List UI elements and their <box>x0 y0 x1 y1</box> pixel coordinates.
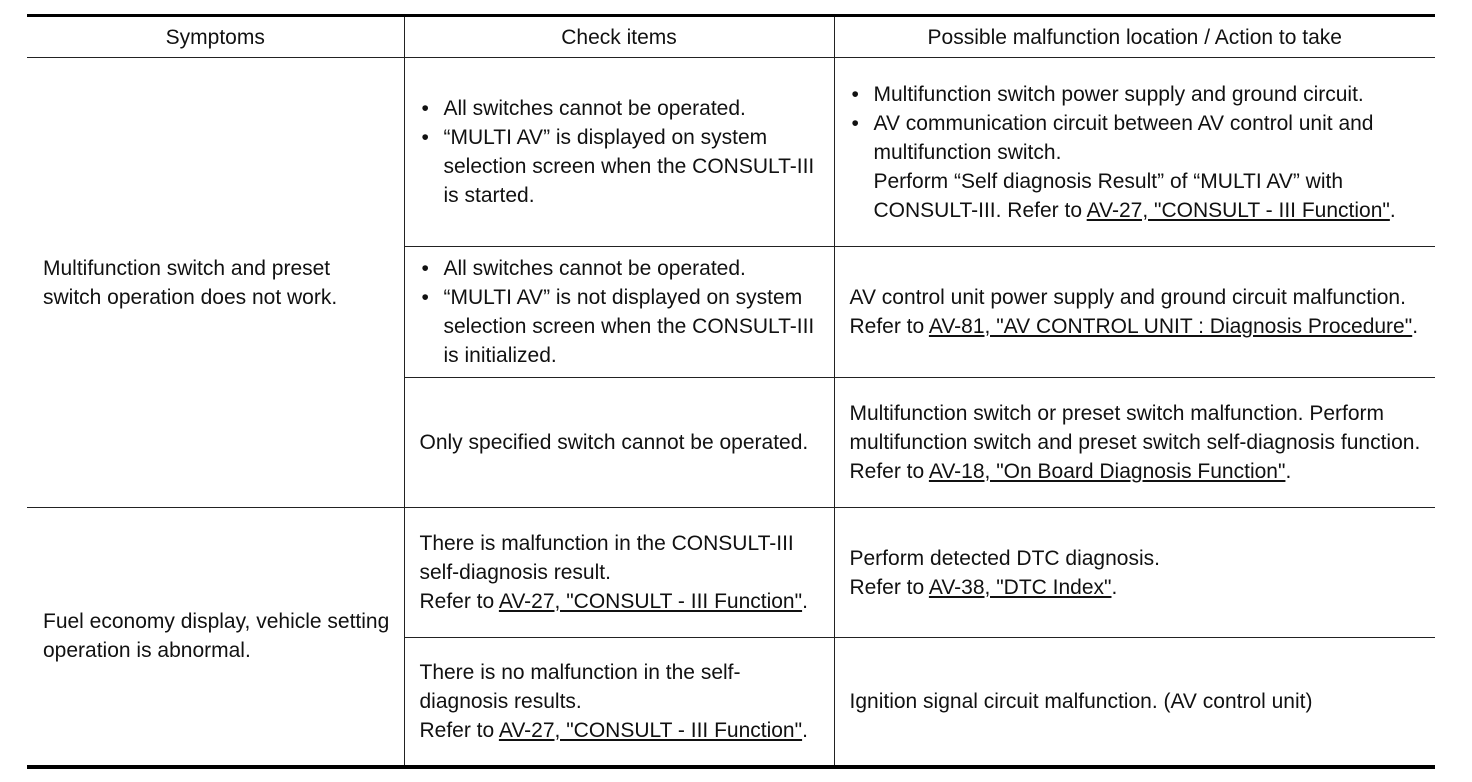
reference-link[interactable]: AV-38, "DTC Index" <box>928 575 1112 599</box>
action-end: . <box>1412 315 1419 338</box>
action-text: Multifunction switch or preset switch malfunction. Perform multifunction switch and preset switch self-diagnosis function. Refer to <box>849 402 1421 483</box>
check-list <box>420 94 824 210</box>
action-cell <box>834 508 1435 638</box>
check-reference <box>420 716 824 745</box>
list-item: • “MULTI AV” is displayed on system selection screen when the CONSULT-III is started. <box>420 123 824 210</box>
action-text: AV communication circuit between AV control unit and multifunction switch. <box>873 111 1374 164</box>
action-list <box>850 80 1426 167</box>
header-symptoms: Symptoms <box>27 16 404 58</box>
action-text: AV control unit power supply and ground circuit malfunction. Refer to <box>849 286 1406 338</box>
check-end: . <box>802 718 808 742</box>
list-item: • “MULTI AV” is not displayed on system selection screen when the CONSULT-III is initialized. <box>420 283 824 370</box>
reference-link[interactable]: AV-18, "On Board Diagnosis Function" <box>928 460 1286 483</box>
check-cell: Only specified switch cannot be operated. <box>404 378 834 508</box>
list-item: • All switches cannot be operated. <box>420 254 824 283</box>
action-text: Perform detected DTC diagnosis. <box>849 546 1160 570</box>
table-row <box>27 58 1435 247</box>
diagnosis-table <box>27 14 1435 769</box>
action-paragraph <box>850 167 1426 225</box>
reference-link[interactable]: AV-81, "AV CONTROL UNIT : Diagnosis Procedure" <box>928 315 1413 338</box>
check-cell <box>404 58 834 247</box>
check-end: . <box>802 590 808 613</box>
symptom-cell: Multifunction switch and preset switch operation does not work. <box>27 58 404 508</box>
action-reference <box>850 573 1426 602</box>
list-item <box>850 109 1426 167</box>
action-end: . <box>1111 575 1118 599</box>
symptom-cell: Fuel economy display, vehicle setting operation is abnormal. <box>27 508 404 767</box>
header-row <box>27 16 1435 58</box>
action-cell <box>834 247 1435 378</box>
check-cell <box>404 247 834 378</box>
check-cell <box>404 508 834 638</box>
action-cell <box>834 378 1435 508</box>
list-item: • Multifunction switch power supply and ground circuit. <box>850 80 1426 109</box>
action-cell <box>834 58 1435 247</box>
table-row <box>27 508 1435 638</box>
check-text: There is no malfunction in the self-diagnosis results. <box>419 660 741 713</box>
reference-link[interactable]: AV-27, "CONSULT - III Function" <box>1086 198 1390 222</box>
check-reference <box>420 587 824 616</box>
action-end: . <box>1389 198 1396 222</box>
reference-link[interactable]: AV-27, "CONSULT - III Function" <box>498 590 803 613</box>
refer-label: Refer to <box>849 575 929 599</box>
header-check-items: Check items <box>404 16 834 58</box>
list-item: • All switches cannot be operated. <box>420 94 824 123</box>
action-text: Perform “Self diagnosis Result” of “MULTI AV” with CONSULT-III. Refer to <box>873 169 1344 222</box>
header-action: Possible malfunction location / Action to take <box>834 16 1435 58</box>
reference-link[interactable]: AV-27, "CONSULT - III Function" <box>498 718 803 742</box>
refer-label: Refer to <box>419 590 499 613</box>
check-list <box>420 254 824 370</box>
action-cell: Ignition signal circuit malfunction. (AV control unit) <box>834 638 1435 767</box>
check-text: There is malfunction in the CONSULT-III self-diagnosis result. <box>419 532 794 584</box>
action-end: . <box>1285 460 1292 483</box>
check-cell <box>404 638 834 767</box>
refer-label: Refer to <box>419 718 499 742</box>
